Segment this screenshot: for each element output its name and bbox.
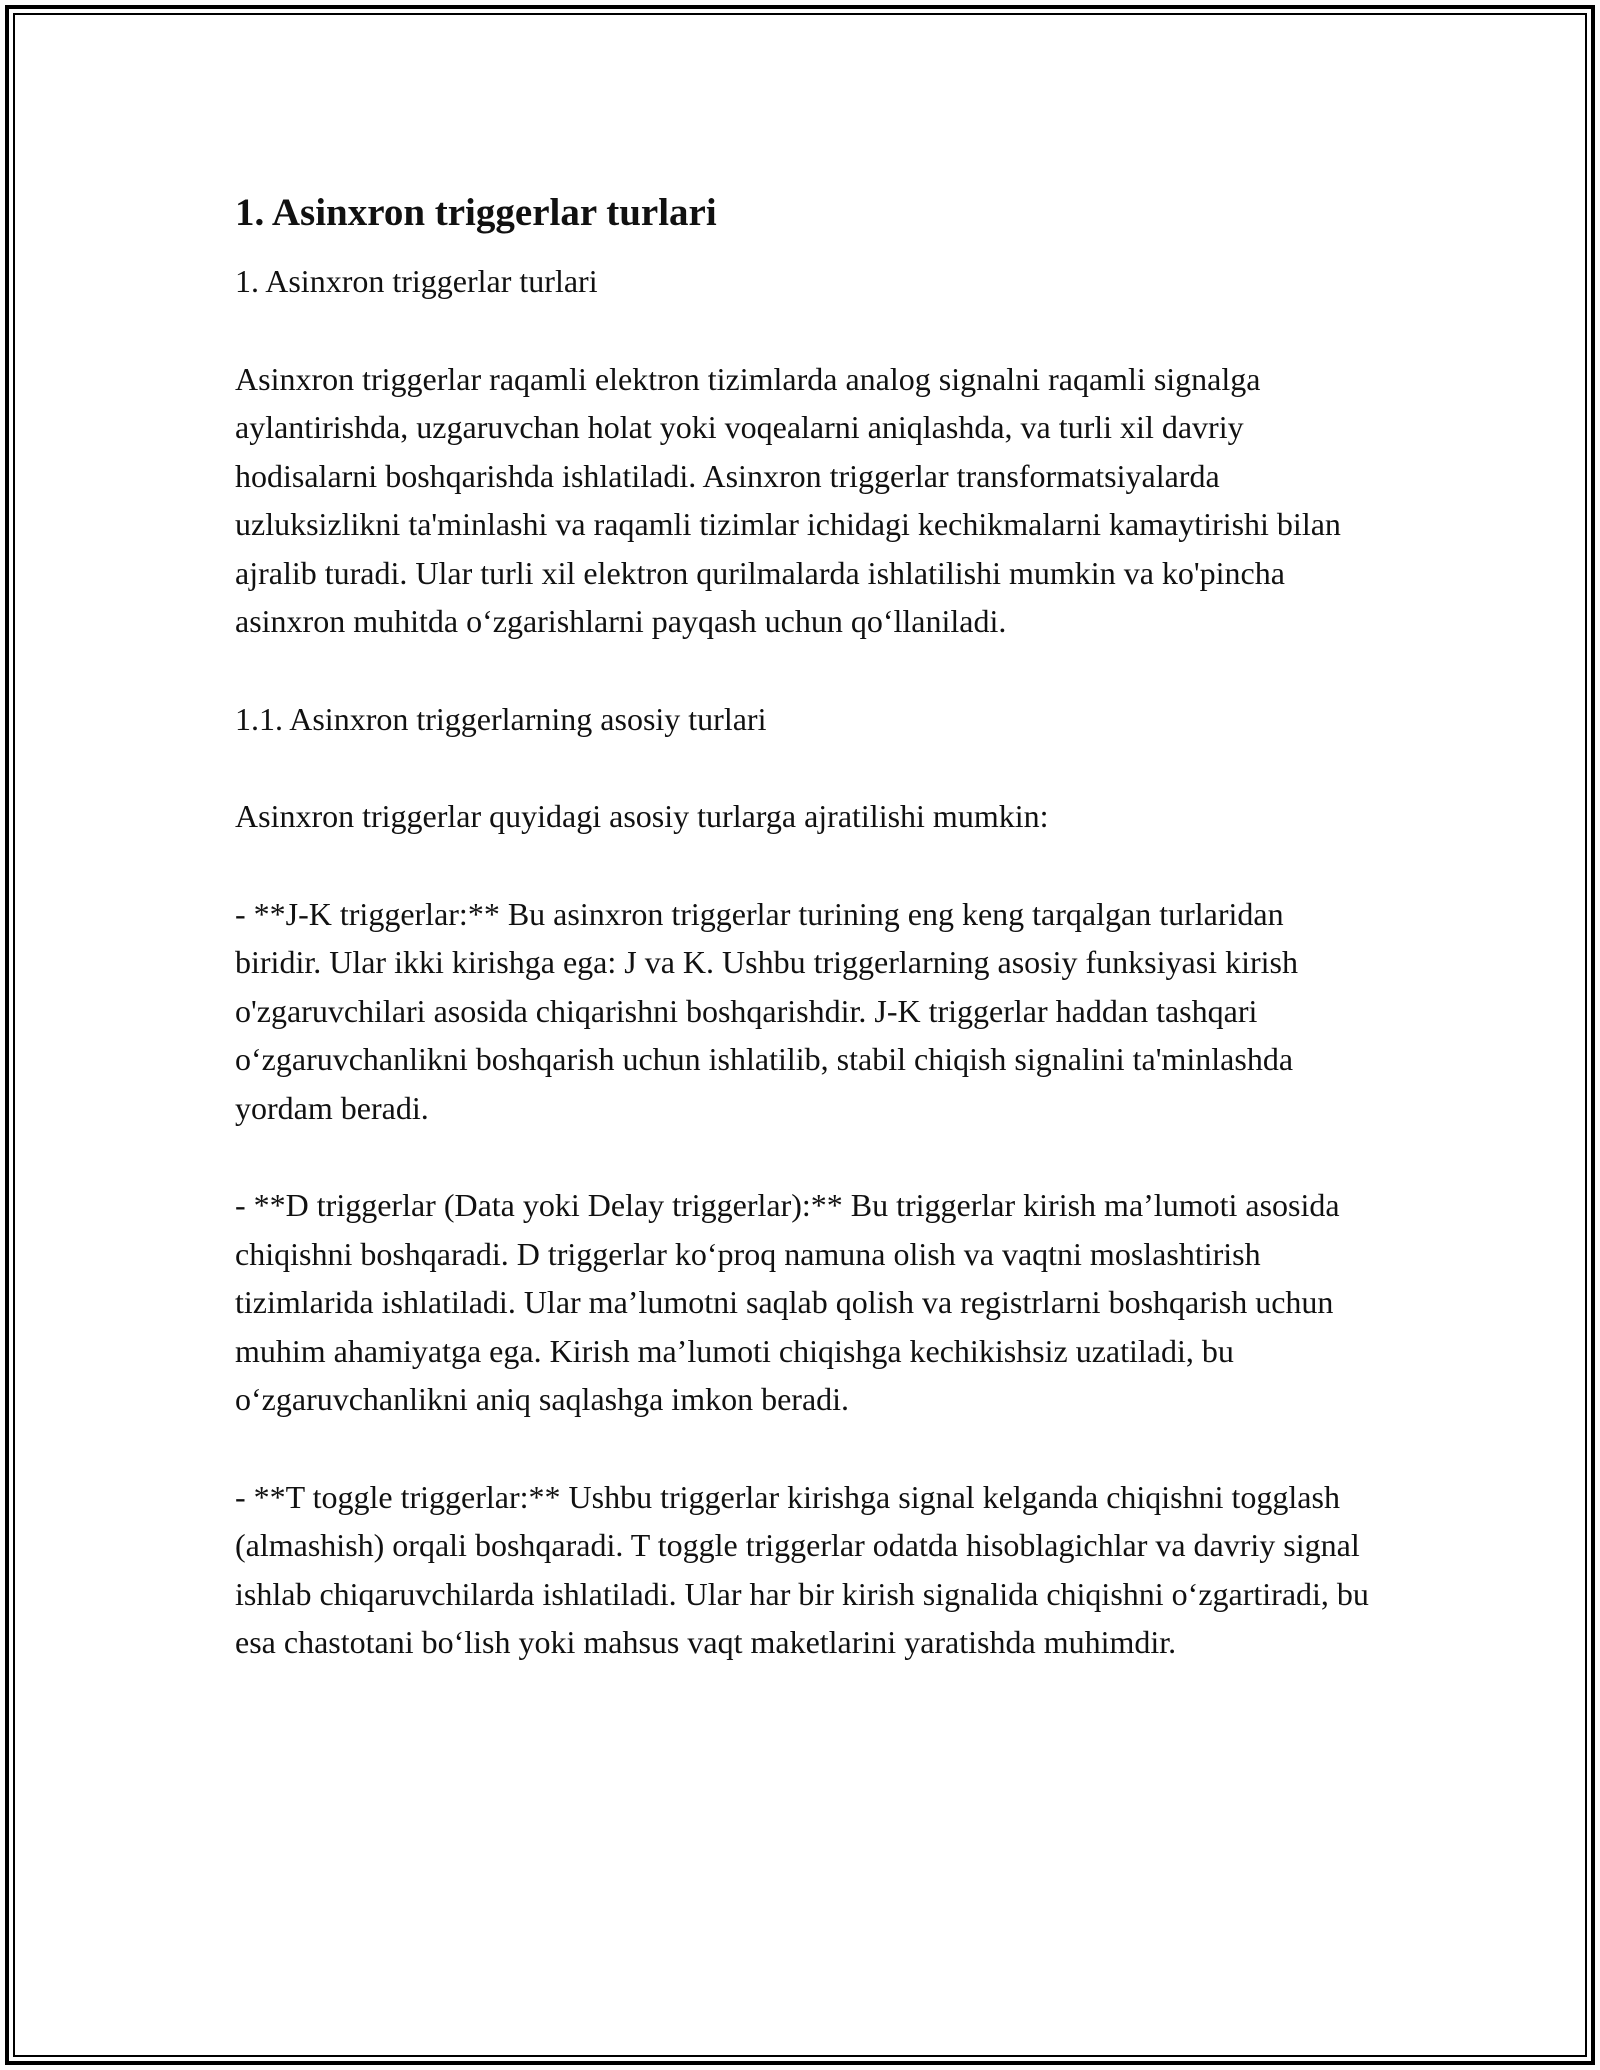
document-heading: 1. Asinxron triggerlar turlari <box>235 191 717 234</box>
t-trigger-paragraph: - **T toggle triggerlar:** Ushbu triggerlar kirishga signal kelganda chiqishni togglash (almashish) orqali boshqaradi. T toggle triggerlar odatda hisoblagichlar va davriy signal ishlab chiqaruvchilarda ishlatiladi. Ular har bir kirish signalida chiqishni o‘zgartiradi, bu esa chastotani bo‘lish yoki mahsus vaqt maketlarini yaratishda muhimdir. <box>235 1478 1369 1660</box>
list-intro-paragraph: Asinxron triggerlar quyidagi asosiy turlarga ajratilishi mumkin: <box>235 798 1049 834</box>
document-body <box>235 185 1375 1716</box>
d-trigger-paragraph: - **D triggerlar (Data yoki Delay triggerlar):** Bu triggerlar kirish ma’lumoti asosida chiqishni boshqaradi. D triggerlar ko‘proq namuna olish va vaqtni moslashtirish tizimlarida ishlatiladi. Ular ma’lumotni saqlab qolish va registrlarni boshqarish uchun muhim ahamiyatga ega. Kirish ma’lumoti chiqishga kechikishsiz uzatiladi, bu o‘zgaruvchanlikni aniq saqlashga imkon beradi. <box>235 1187 1340 1417</box>
subsection-title: 1.1. Asinxron triggerlarning asosiy turlari <box>235 700 767 737</box>
jk-trigger-paragraph: - **J-K triggerlar:** Bu asinxron triggerlar turining eng keng tarqalgan turlaridan biridir. Ular ikki kirishga ega: J va K. Ushbu triggerlarning asosiy funksiyasi kirish o'zgaruvchilari asosida chiqarishni boshqarishdir. J-K triggerlar haddan tashqari o‘zgaruvchanlikni boshqarish uchun ishlatilib, stabil chiqish signalini ta'minlashda yordam beradi. <box>235 895 1298 1126</box>
intro-paragraph: Asinxron triggerlar raqamli elektron tizimlarda analog signalni raqamli signalga aylantirishda, uzgaruvchan holat yoki voqealarni aniqlashda, va turli xil davriy hodisalarni boshqarishda ishlatiladi. Asinxron triggerlar transformatsiyalarda uzluksizlikni ta'minlashi va raqamli tizimlar ichidagi kechikmalarni kamaytirishi bilan ajralib turadi. Ular turli xil elektron qurilmalarda ishlatilishi mumkin va ko'pincha asinxron muhitda o‘zgarishlarni payqash uchun qo‘llaniladi. <box>235 360 1341 639</box>
section-title-line: 1. Asinxron triggerlar turlari <box>235 263 598 299</box>
